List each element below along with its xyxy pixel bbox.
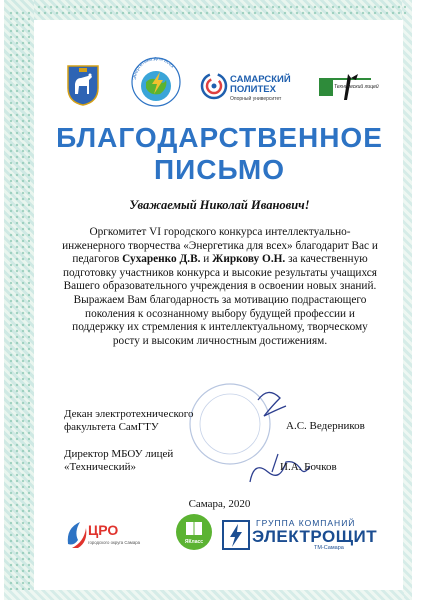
politech-line2: ПОЛИТЕХ [230,84,276,95]
body-text-3: Выражаем Вам благодарность за мотивацию подрастающего поколения к осознанному выбору будущей профессии и поддержку их стремления к интеллектуальному, творческому росту и высоким личностным достижениям. [72,293,368,347]
signatory-1-position: Декан электротехнического факультета СамГТУ [64,408,194,433]
title-line2: ПИСЬМО [153,154,285,185]
lyceum-logo-text: Технический лицей [334,84,379,90]
tsro-subtitle: городского округа Самара [88,540,141,545]
body-text-1: Оргкомитет VI городского конкурса интеллектуально-инженерного творчества «Энергетика для всех» благодарит Вас и педагогов [62,226,378,266]
tsro-name: ЦРО [88,522,119,538]
signatory-1-name: А.С. Ведерников [286,420,365,432]
politech-title [230,75,291,95]
yaklass-name: ЯКласс [184,539,204,545]
title-line1: БЛАГОДАРСТВЕННОЕ [56,122,383,153]
greeting: Уважаемый Николай Иванович! [129,198,310,212]
politech-subtitle: Опорный университет [230,96,282,102]
decorative-border-bottom [4,590,404,600]
tsro-logo [64,518,164,554]
politech-line1: САМАРСКИЙ [230,74,291,85]
samara-coat-of-arms-icon [66,64,100,106]
teacher-name-2: Жиркову О.Н. [212,253,286,266]
signatory-2-name: И.А. Бочков [280,461,337,473]
electro-name: ЭЛЕКТРОЩИТ [252,527,378,546]
signatory-2-position: Директор МБОУ лицей «Технический» [64,448,174,473]
body-text-2: за качественную подготовку участников конкурса и высокие результаты учащихся Вашего образовательного учреждения в освоении новых знаний. [62,253,377,293]
electroshchit-logo [222,518,388,554]
document-title [36,122,403,186]
energy-contest-logo-text: Энергетика для всех [131,55,176,81]
place-and-date: Самара, 2020 [188,498,251,510]
teacher-name-1: Сухаренко Д.В. [122,253,201,266]
electro-city: ТМ-Самара [314,545,344,551]
samara-politech-logo [200,72,310,102]
decorative-dots-top [36,4,406,16]
letter-body [60,226,380,348]
decorative-dots-left [8,10,30,590]
yaklass-logo [176,514,212,550]
body-conjunction: и [200,253,213,266]
technical-lyceum-logo [318,72,379,104]
electro-group-label: ГРУППА КОМПАНИЙ [256,518,356,528]
energy-contest-logo [130,54,182,112]
decorative-border-right [402,0,412,600]
seal-and-signature-icon [176,376,316,496]
